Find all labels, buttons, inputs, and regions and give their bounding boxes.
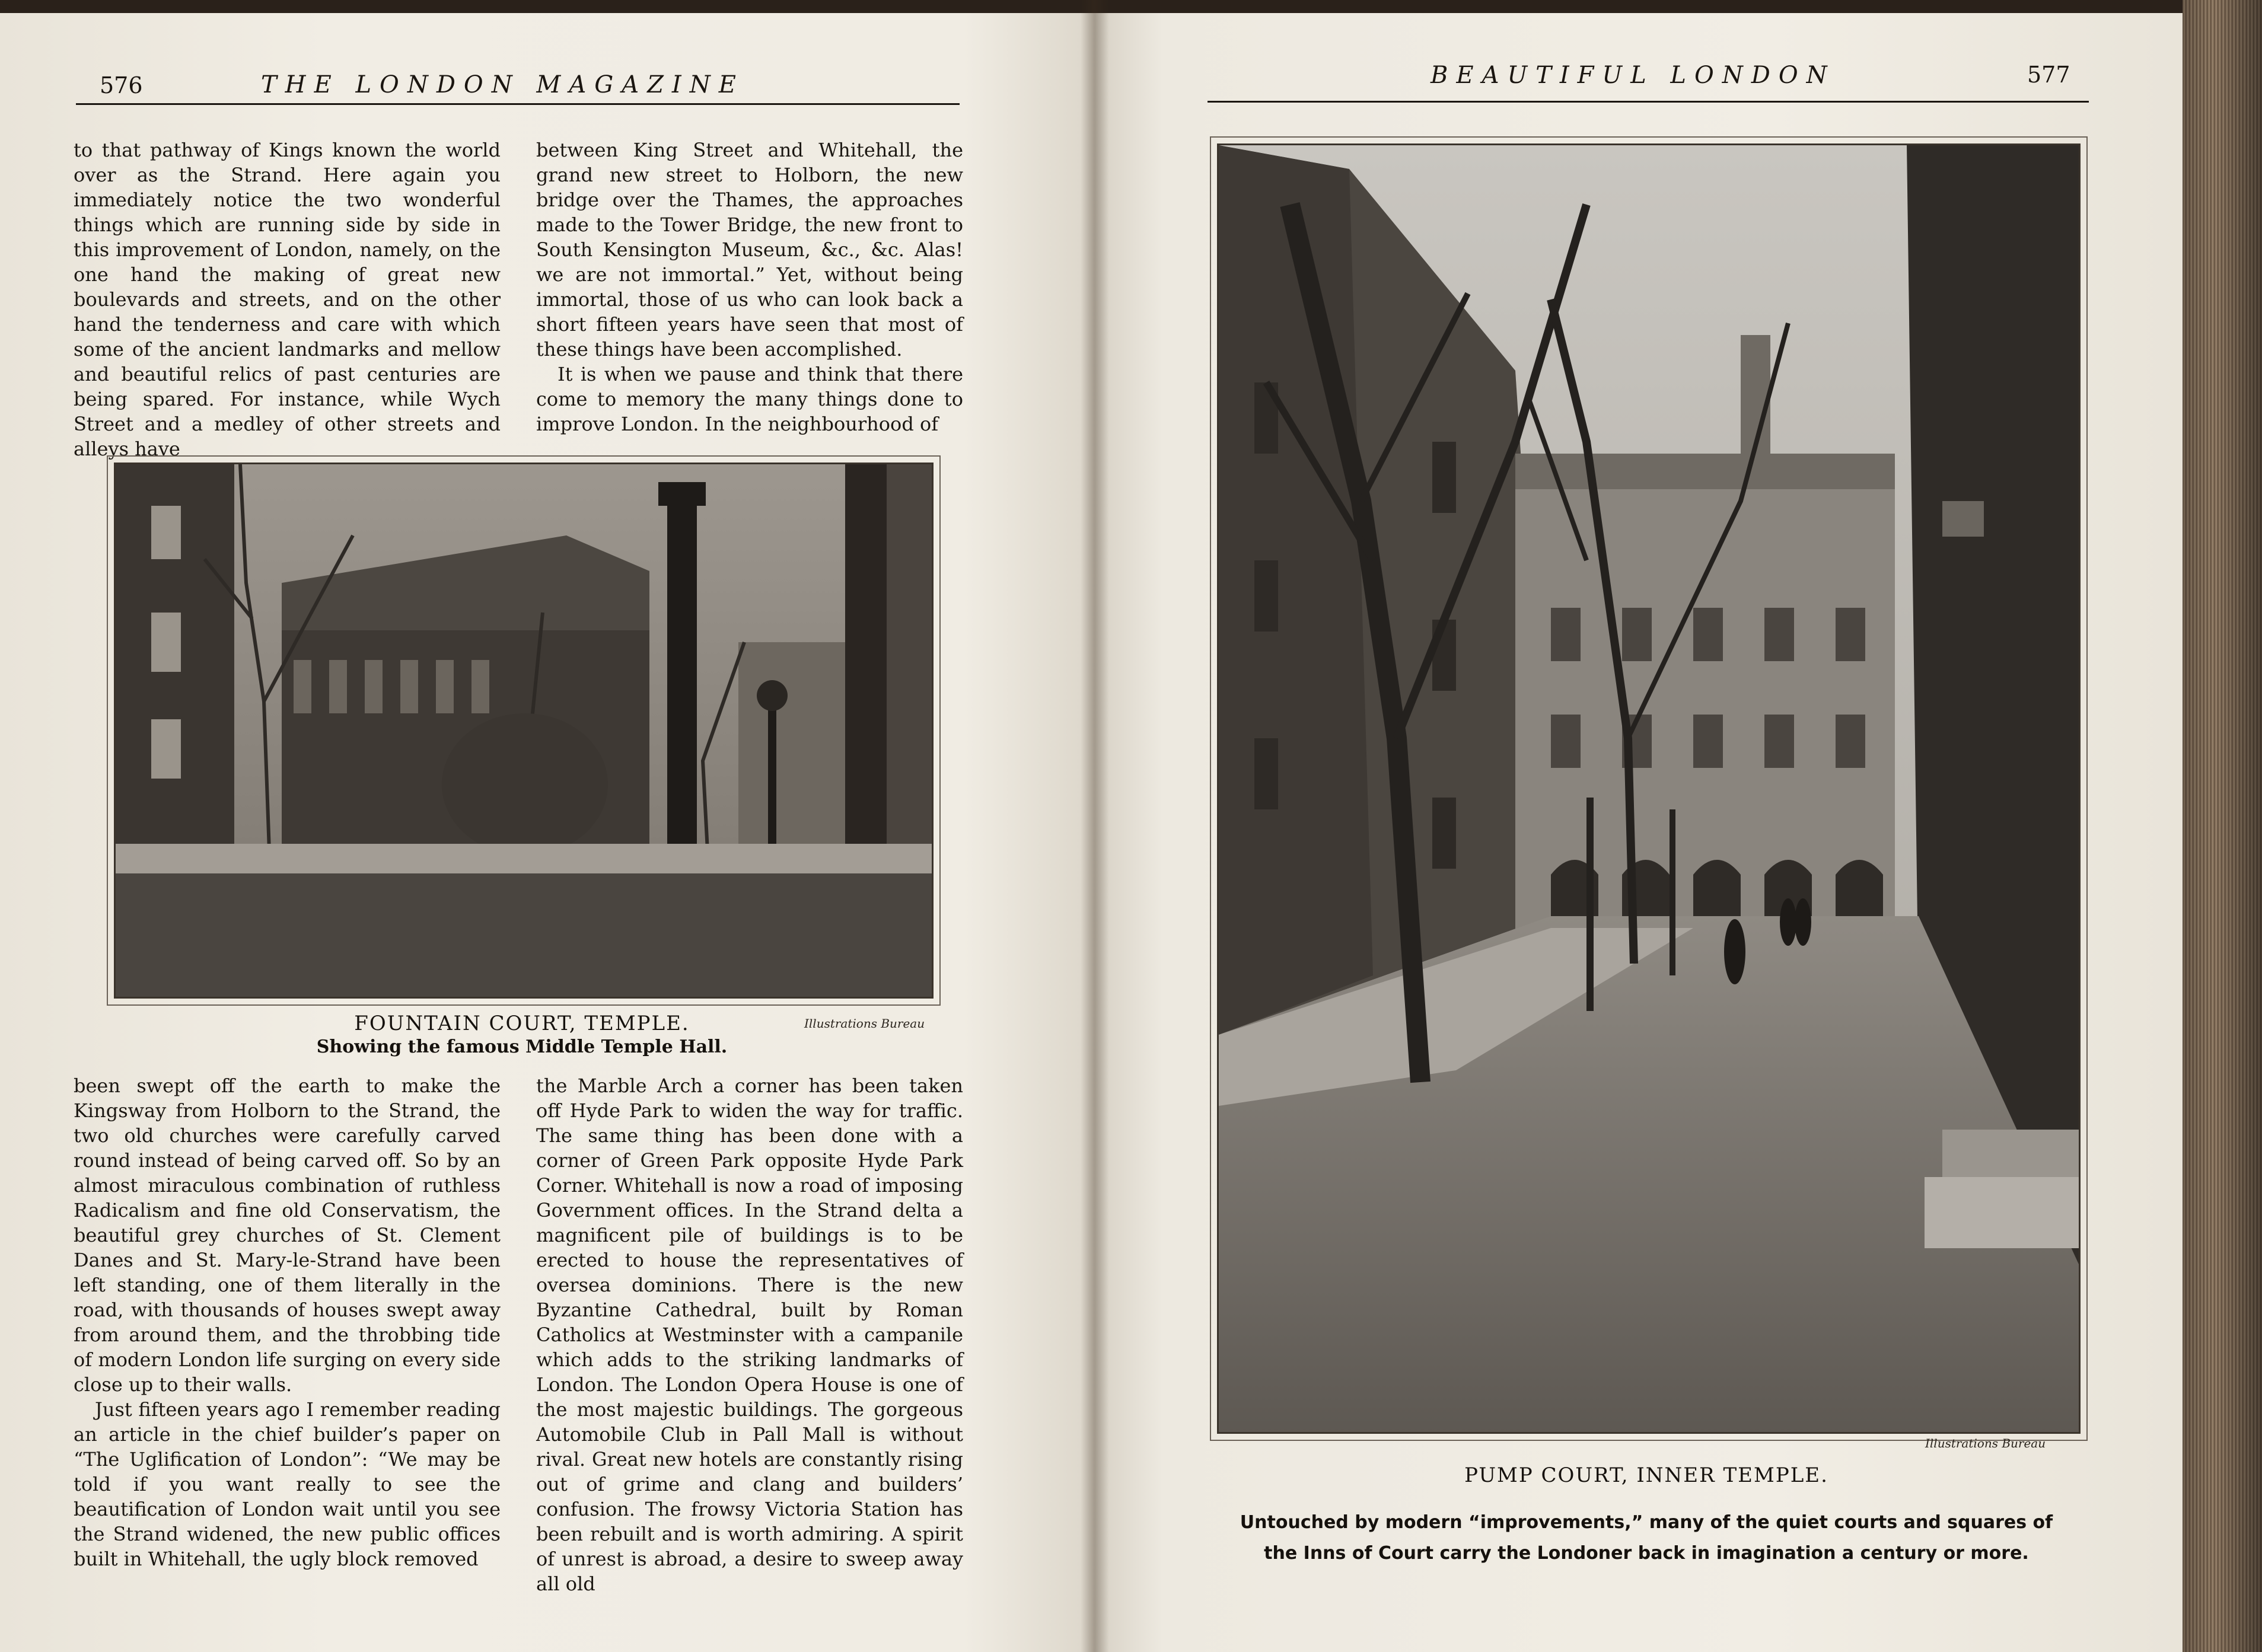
paragraph: Just fifteen years ago I remember reading an article in the chief builder’s paper on “The Uglification of London”: “We may be told if you want really to see the beautification of London wait until you see the Strand widened, the new public offices built in Whitehall, the ugly block removed	[74, 1398, 501, 1570]
book-gutter	[1081, 0, 1109, 1652]
paragraph: It is when we pause and think that there come to memory the many things done to improve London. In the neighbourhood of	[536, 363, 963, 435]
paragraph: the Marble Arch a corner has been taken off Hyde Park to widen the way for traffic. The same thing has been done with a corner of Green Park opposite Hyde Park Corner. Whitehall is now a road of imposing Government offices. In the Strand delta a magnificent pile of buildings is to be erected to house the representatives of oversea dominions. There is the new Byzantine Cathedral, built by Roman Catholics at Westminster with a campanile which adds to the striking landmarks of London. The London Opera House is one of the most majestic buildings. The gorgeous Automobile Club in Pall Mall is without rival. Great new hotels are constantly rising out of grime and clang and builders’ confusion. The frowsy Victoria Station has been rebuilt and is worth admiring. A spirit of unrest is abroad, a desire to sweep away all old	[536, 1074, 963, 1595]
running-head: THE LONDON MAGAZINE	[261, 71, 744, 98]
photo-caption-title: PUMP COURT, INNER TEMPLE.	[1464, 1463, 1828, 1487]
fountain-court-image	[116, 464, 934, 999]
left-page	[0, 13, 1095, 1652]
header-rule	[76, 103, 960, 105]
page-number: 576	[100, 72, 143, 98]
column-2-top	[536, 138, 963, 436]
column-1-bottom	[74, 1073, 501, 1571]
header-rule	[1208, 101, 2089, 103]
running-head: BEAUTIFUL LONDON	[1431, 62, 1836, 89]
page-edges	[2183, 0, 2262, 1652]
right-page	[1095, 13, 2222, 1652]
photo-credit: Illustrations Bureau	[1925, 1436, 2046, 1450]
column-1-top	[74, 138, 501, 461]
paragraph: to that pathway of Kings known the world over as the Strand. Here again you immediately notice the two wonderful things which are running side by side in this improvement of London, namely, on the one hand the making of great new boulevards and streets, and on the other hand the tenderness and care with which some of the ancient landmarks and mellow and beautiful relics of past centuries are being spared. For instance, while Wych Street and a medley of other streets and alleys have	[74, 139, 501, 460]
photo-caption-title: FOUNTAIN COURT, TEMPLE.	[354, 1012, 690, 1035]
paragraph: between King Street and Whitehall, the grand new street to Holborn, the new bridge over the Thames, the approaches made to the Tower Bridge, the new front to South Kensington Museum, &c., &c. Alas! we are not immortal.” Yet, without being immortal, those of us who can look back a short fifteen years have seen that most of these things have been accomplished.	[536, 139, 963, 361]
paragraph: been swept off the earth to make the Kingsway from Holborn to the Strand, the two old churches were carefully carved round instead of being carved off. So by an almost miraculous combination of ruthless Radicalism and fine old Conservatism, the beautiful grey churches of St. Clement Danes and St. Mary-le-Strand have been left standing, one of them literally in the road, with thousands of houses swept away from around them, and the throbbing tide of modern London life surging on every side close up to their walls.	[74, 1074, 501, 1396]
photo-caption-subtitle: Showing the famous Middle Temple Hall.	[316, 1037, 728, 1057]
pump-court-image	[1219, 145, 2081, 1434]
caption-line: the Inns of Court carry the Londoner back in imagination a century or more.	[1264, 1543, 2029, 1564]
fountain-court-photo	[114, 463, 934, 999]
photo-credit: Illustrations Bureau	[804, 1016, 925, 1031]
photo-caption-body	[1225, 1507, 2067, 1569]
caption-line: Untouched by modern “improvements,” many of the quiet courts and squares of	[1240, 1512, 2053, 1533]
pump-court-photo	[1217, 143, 2081, 1434]
page-number: 577	[2027, 62, 2070, 88]
column-2-bottom	[536, 1073, 963, 1596]
